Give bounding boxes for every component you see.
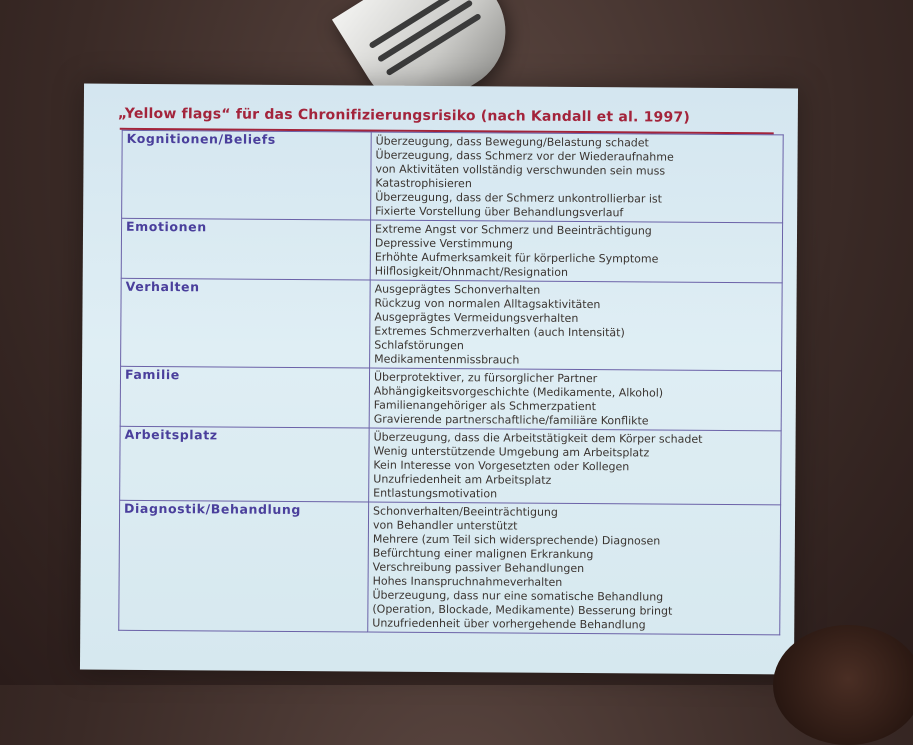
list-item: Hohes Inanspruchnahmeverhalten <box>372 574 563 589</box>
items-cell <box>370 220 782 283</box>
category-cell: Kognitionen/Beliefs <box>122 130 372 220</box>
category-cell: Verhalten <box>121 278 371 368</box>
category-cell: Diagnostik/Behandlung <box>119 500 369 632</box>
list-item: (Operation, Blockade, Medikamente) Besserung bringt <box>372 602 673 618</box>
list-item: Medikamentenmissbrauch <box>374 352 520 367</box>
list-item: Extreme Angst vor Schmerz und Beeinträchtigung <box>374 222 652 238</box>
list-item: Abhängigkeitsvorgeschichte (Medikamente, Alkohol) <box>373 384 664 400</box>
table-row <box>120 366 781 431</box>
list-item: Rückzug von normalen Alltagsaktivitäten <box>374 296 601 312</box>
projection-screen <box>80 84 798 675</box>
list-item: Mehrere (zum Teil sich widersprechende) Diagnosen <box>372 532 661 548</box>
items-cell <box>368 502 781 635</box>
list-item: von Aktivitäten vollständig verschwunden sein muss <box>375 162 666 178</box>
list-item: von Behandler unterstützt <box>372 518 518 533</box>
items-cell <box>371 132 784 223</box>
list-item: Überprotektiver, zu fürsorglicher Partner <box>373 370 598 386</box>
list-item: Überzeugung, dass die Arbeitstätigkeit dem Körper schadet <box>373 430 703 446</box>
list-item: Ausgeprägtes Schonverhalten <box>374 282 541 297</box>
items-cell <box>370 280 783 371</box>
list-item: Unzufriedenheit am Arbeitsplatz <box>373 472 552 487</box>
list-item: Überzeugung, dass der Schmerz unkontrollierbar ist <box>375 190 663 206</box>
list-item: Befürchtung einer malignen Erkrankung <box>372 546 594 562</box>
items-cell <box>369 368 781 431</box>
table-row <box>122 130 784 223</box>
category-cell: Familie <box>120 366 369 428</box>
list-item: Ausgeprägtes Vermeidungsverhalten <box>374 310 579 325</box>
list-item: Schlafstörungen <box>374 338 464 353</box>
table-row <box>119 500 781 635</box>
list-item: Depressive Verstimmung <box>374 236 513 251</box>
list-item: Überzeugung, dass Bewegung/Belastung schadet <box>375 134 649 150</box>
list-item: Erhöhte Aufmerksamkeit für körperliche Symptome <box>374 250 659 266</box>
category-cell: Emotionen <box>121 218 370 280</box>
slide-title: „Yellow flags“ für das Chronifizierungsrisiko (nach Kandall et al. 1997) <box>117 105 691 126</box>
list-item: Überzeugung, dass Schmerz vor der Wiederaufnahme <box>375 148 674 164</box>
list-item: Überzeugung, dass nur eine somatische Behandlung <box>372 588 664 604</box>
list-item: Wenig unterstützende Umgebung am Arbeitsplatz <box>373 444 650 460</box>
projector-vent <box>368 0 464 49</box>
category-cell: Arbeitsplatz <box>120 426 370 502</box>
table-row <box>121 218 782 283</box>
list-item: Kein Interesse von Vorgesetzten oder Kollegen <box>373 458 630 474</box>
table-row <box>121 278 783 371</box>
list-item: Schonverhalten/Beeinträchtigung <box>373 504 558 519</box>
yellow-flags-table <box>118 130 783 636</box>
items-cell <box>369 428 782 505</box>
list-item: Gravierende partnerschaftliche/familiäre Konflikte <box>373 412 649 428</box>
list-item: Verschreibung passiver Behandlungen <box>372 560 585 576</box>
audience-head <box>773 625 913 745</box>
list-item: Fixierte Vorstellung über Behandlungsverlauf <box>375 204 624 220</box>
list-item: Katastrophisieren <box>375 176 472 191</box>
list-item: Unzufriedenheit über vorhergehende Behandlung <box>372 616 646 632</box>
list-item: Familienangehöriger als Schmerzpatient <box>373 398 597 414</box>
table-row <box>120 426 782 505</box>
list-item: Entlastungsmotivation <box>373 486 498 501</box>
list-item: Extremes Schmerzverhalten (auch Intensität) <box>374 324 625 340</box>
list-item: Hilflosigkeit/Ohnmacht/Resignation <box>374 264 568 279</box>
